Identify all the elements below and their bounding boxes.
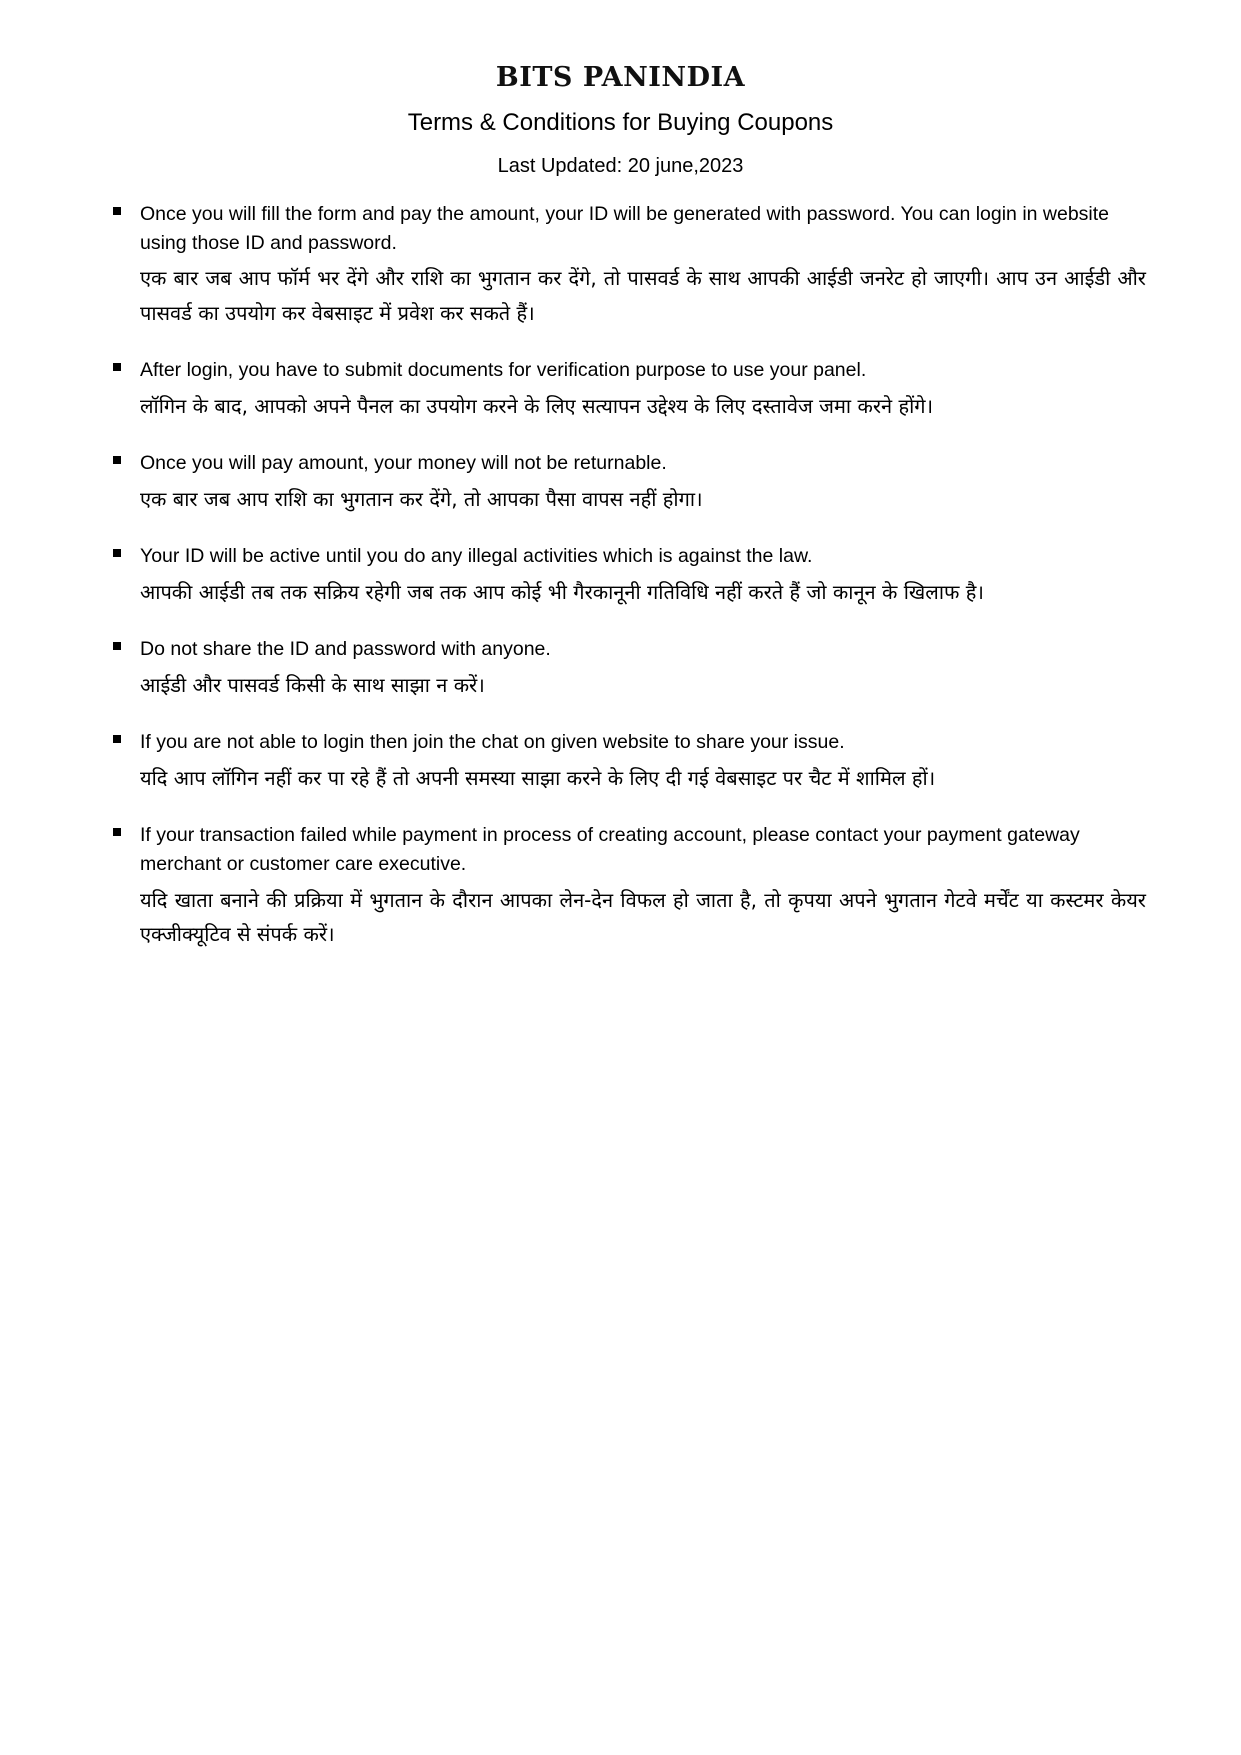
term-text-hi: एक बार जब आप फॉर्म भर देंगे और राशि का भुगतान कर देंगे, तो पासवर्ड के साथ आपकी आईडी जनरेट हो जाएगी। आप उन आईडी और पासवर्ड का उपयोग कर वेबसाइट में प्रवेश कर सकते हैं। <box>140 266 1146 325</box>
term-text-en: Once you will pay amount, your money will not be returnable. <box>140 452 667 475</box>
list-item <box>95 449 1146 516</box>
square-bullet-icon <box>113 363 121 371</box>
square-bullet-icon <box>113 456 121 464</box>
square-bullet-icon <box>113 549 121 557</box>
term-text-hi: आईडी और पासवर्ड किसी के साथ साझा न करें। <box>140 672 485 697</box>
list-item <box>95 200 1146 330</box>
term-text-en: If your transaction failed while payment in process of creating account, please contact your payment gateway merchant or customer care executive. <box>140 824 1080 875</box>
square-bullet-icon <box>113 207 121 215</box>
list-item <box>95 542 1146 609</box>
page-title: BITS PANINDIA <box>495 62 746 93</box>
term-text-hi: लॉगिन के बाद, आपको अपने पैनल का उपयोग करने के लिए सत्यापन उद्देश्य के लिए दस्तावेज जमा करने होंगे। <box>140 393 934 418</box>
term-text-hi: आपकी आईडी तब तक सक्रिय रहेगी जब तक आप कोई भी गैरकानूनी गतिविधि नहीं करते हैं जो कानून के खिलाफ है। <box>140 579 984 604</box>
term-text-en: If you are not able to login then join the chat on given website to share your issue. <box>140 731 845 754</box>
square-bullet-icon <box>113 642 121 650</box>
term-text-en: Your ID will be active until you do any illegal activities which is against the law. <box>140 545 813 568</box>
term-text-hi: यदि आप लॉगिन नहीं कर पा रहे हैं तो अपनी समस्या साझा करने के लिए दी गई वेबसाइट पर चैट में शामिल हों। <box>140 765 936 790</box>
square-bullet-icon <box>113 828 121 836</box>
list-item <box>95 356 1146 423</box>
term-text-hi: यदि खाता बनाने की प्रक्रिया में भुगतान के दौरान आपका लेन-देन विफल हो जाता है, तो कृपया अपने भुगतान गेटवे मर्चेंट या कस्टमर केयर एक्जीक्यूटिव से संपर्क करें। <box>140 887 1146 947</box>
term-text-en: Do not share the ID and password with anyone. <box>140 638 551 661</box>
square-bullet-icon <box>113 735 121 743</box>
term-text-en: After login, you have to submit documents for verification purpose to use your panel. <box>140 359 867 382</box>
term-text-hi: एक बार जब आप राशि का भुगतान कर देंगे, तो आपका पैसा वापस नहीं होगा। <box>140 486 703 511</box>
list-item <box>95 635 1146 702</box>
last-updated-text: Last Updated: 20 june,2023 <box>497 155 744 177</box>
list-item <box>95 728 1146 795</box>
page-subtitle: Terms & Conditions for Buying Coupons <box>407 109 834 136</box>
terms-list <box>95 200 1146 951</box>
term-text-en: Once you will fill the form and pay the amount, your ID will be generated with password. You can login in website using those ID and password. <box>140 203 1110 254</box>
list-item <box>95 821 1146 951</box>
